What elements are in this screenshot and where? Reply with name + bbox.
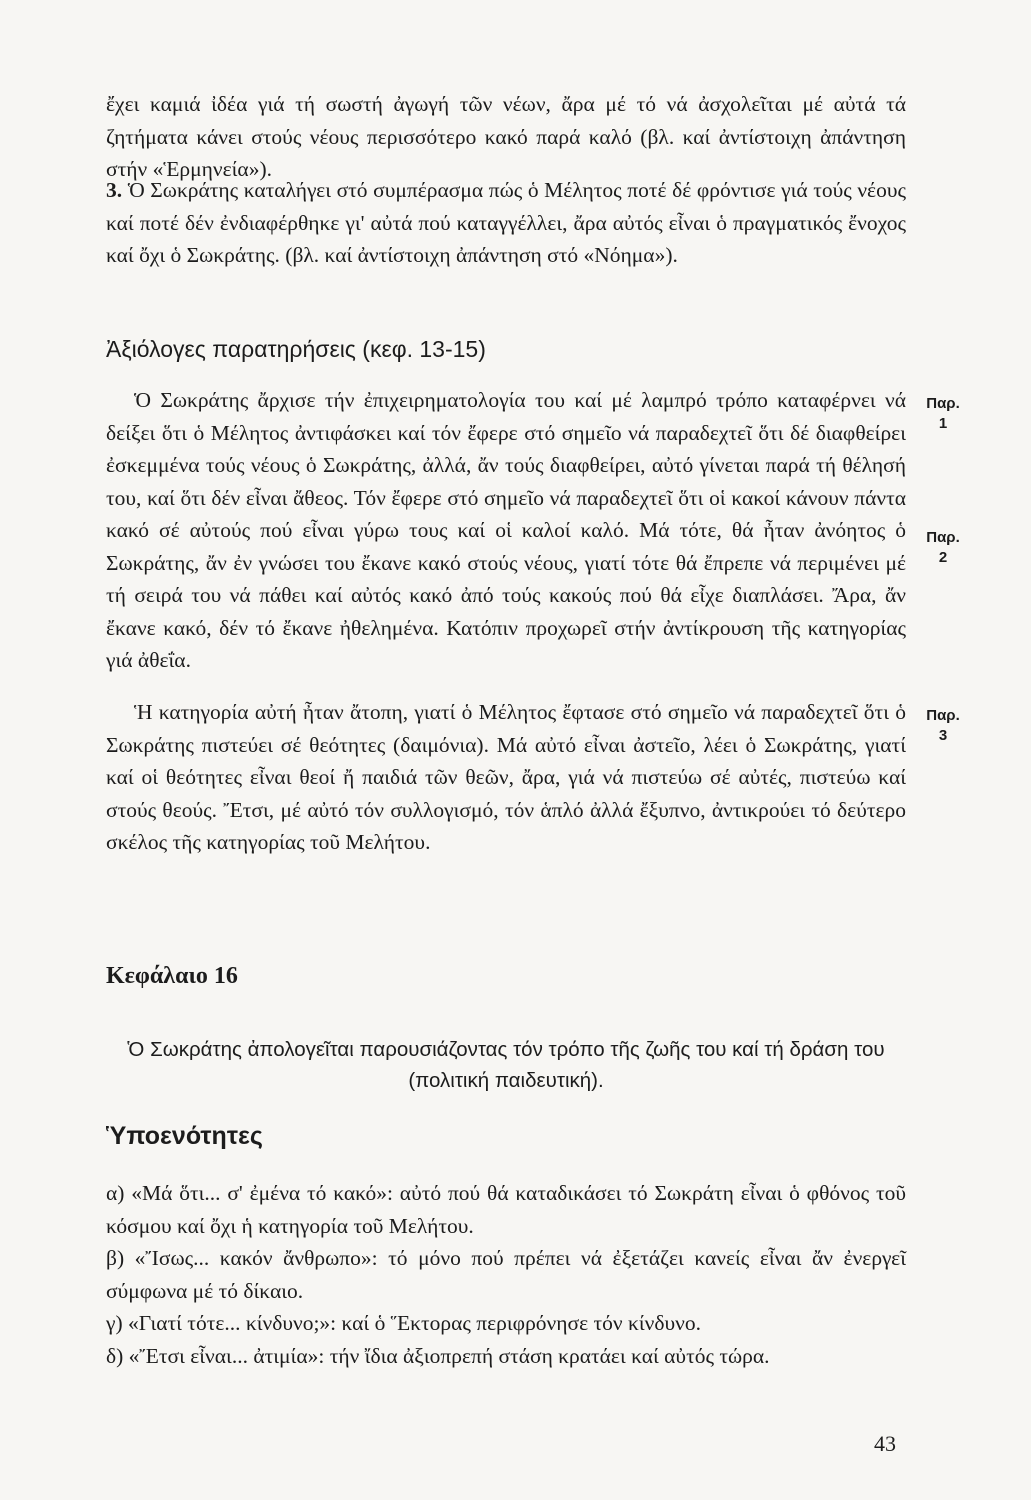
point-3-text: Ὁ Σωκράτης καταλήγει στό συμπέρασμα πώς ὁ Μέλητος ποτέ δέ φρόντισε γιά τούς νέους καί ποτέ δέν ἐνδιαφέρθηκε γι' αὐτά πού καταγγέλλει, ἄρα αὐτός εἶναι ὁ πραγματικός ἔνοχος καί ὄχι ὁ Σωκράτης. (βλ. καί ἀντίστοιχη ἀπάντηση στό «Νόημα»).	[106, 178, 906, 267]
opening-paragraph: ἔχει καμιά ἰδέα γιά τή σωστή ἀγωγή τῶν νέων, ἄρα μέ τό νά ἀσχολεῖται μέ αὐτά τά ζητήματα κάνει στούς νέους περισσότερο κακό παρά καλό (βλ. καί ἀντίστοιχη ἀπάντηση στήν «Ἑρμηνεία»).	[106, 92, 906, 181]
subtopics-heading: Ὑποενότητες	[106, 1122, 263, 1150]
remarks-paragraph-1: Ὁ Σωκράτης ἄρχισε τήν ἐπιχειρηματολογία του καί μέ λαμπρό τρόπο καταφέρνει νά δείξει ὅτι ὁ Μέλητος ἀντιφάσκει καί τόν ἔφερε στό σημεῖο νά παραδεχτεῖ ὅτι δέ διαφθείρει ἐσκεμμένα τούς νέους ὁ Σωκράτης, ἀλλά, ἄν τούς διαφθείρει, αὐτό γίνεται παρά τή θέλησή του, καί ὅτι δέν εἶναι ἄθεος. Τόν ἔφερε στό σημεῖο νά παραδεχτεῖ ὅτι οἱ κακοί κάνουν πάντα κακό σέ αὐτούς πού εἶναι γύρω τους καί οἱ καλοί καλό. Μά τότε, θά ἦταν ἀνόητος ὁ Σωκράτης, ἄν ἐν γνώσει του ἔκανε κακό στούς νέους, γιατί τότε θά ἔπρεπε νά περιμένει μέ τή σειρά του νά πάθει καί αὐτός κακό ἀπό τούς κακούς πού θά εἶχε διαπλάσει. Ἄρα, ἄν ἔκανε κακό, δέν τό ἔκανε ἠθελημένα. Κατόπιν προχωρεῖ στήν ἀντίκρουση τῆς κατηγορίας γιά ἀθεΐα.	[106, 388, 906, 672]
chapter-title: Κεφάλαιο 16	[106, 963, 238, 989]
margin-note-par-2	[918, 528, 968, 568]
margin-note-par-1	[918, 394, 968, 434]
margin-note-number: 1	[938, 415, 948, 432]
margin-note-number: 2	[938, 549, 948, 566]
subtopic-item: β) «Ἴσως... κακόν ἄνθρωπο»: τό μόνο πού πρέπει νά ἐξετάζει κανείς εἶναι ἄν ἐνεργεῖ σύμφωνα μέ τό δίκαιο.	[106, 1246, 906, 1303]
subtopics-list	[106, 1177, 906, 1372]
point-3-paragraph	[106, 174, 906, 272]
margin-note-label: Παρ.	[926, 395, 960, 412]
remarks-heading: Ἀξιόλογες παρατηρήσεις (κεφ. 13-15)	[106, 336, 486, 362]
chapter-summary: Ὁ Σωκράτης ἀπολογεῖται παρουσιάζοντας τόν τρόπο τῆς ζωῆς του καί τή δράση του (πολιτική παιδευτική).	[127, 1038, 885, 1092]
margin-note-label: Παρ.	[926, 529, 960, 546]
page-number: 43	[874, 1431, 896, 1456]
margin-note-label: Παρ.	[926, 707, 960, 724]
subtopic-item: δ) «Ἔτσι εἶναι... ἀτιμία»: τήν ἴδια ἀξιοπρεπή στάση κρατάει καί αὐτός τώρα.	[106, 1343, 770, 1368]
point-3-number: 3.	[106, 178, 123, 202]
subtopic-item: γ) «Γιατί τότε... κίνδυνο;»: καί ὁ Ἕκτορας περιφρόνησε τόν κίνδυνο.	[106, 1311, 701, 1335]
remarks-paragraph-2: Ἡ κατηγορία αὐτή ἦταν ἄτοπη, γιατί ὁ Μέλητος ἔφτασε στό σημεῖο νά παραδεχτεῖ ὅτι ὁ Σωκράτης πιστεύει σέ θεότητες (δαιμόνια). Μά αὐτό εἶναι ἀστεῖο, λέει ὁ Σωκράτης, γιατί καί οἱ θεότητες εἶναι θεοί ἤ παιδιά τῶν θεῶν, ἄρα, γιά νά πιστεύω σέ αὐτές, πιστεύω καί στούς θεούς. Ἔτσι, μέ αὐτό τόν συλλογισμό, τόν ἁπλό ἀλλά ἔξυπνο, ἀντικρούει τό δεύτερο σκέλος τῆς κατηγορίας τοῦ Μελήτου.	[106, 700, 906, 854]
subtopic-item: α) «Μά ὅτι... σ' ἐμένα τό κακό»: αὐτό πού θά καταδικάσει τό Σωκράτη εἶναι ὁ φθόνος τοῦ κόσμου καί ὄχι ἡ κατηγορία τοῦ Μελήτου.	[106, 1181, 906, 1238]
margin-note-par-3	[918, 706, 968, 746]
margin-note-number: 3	[938, 727, 948, 744]
